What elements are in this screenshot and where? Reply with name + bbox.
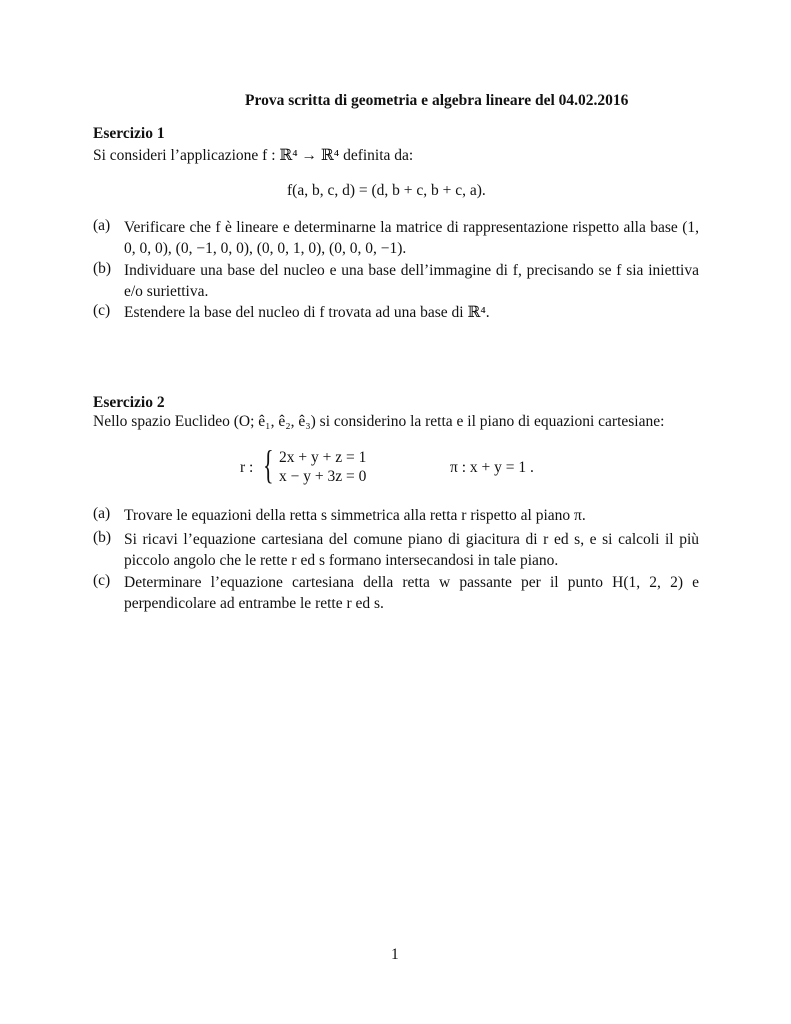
item-label: (a)	[93, 505, 111, 522]
exercise-2-item-c	[93, 572, 699, 614]
page-number: 1	[391, 946, 399, 963]
exercise-2-heading: Esercizio 2	[93, 394, 165, 411]
line-r-equation-1: 2x + y + z = 1	[279, 449, 367, 466]
exercise-1-item-c	[93, 302, 699, 323]
system-brace: {	[263, 442, 274, 487]
exercise-2-item-b	[93, 529, 699, 571]
item-text: Si ricavi l’equazione cartesiana del comune piano di giacitura di r ed s, e si calcoli il più piccolo angolo che le rette r ed s formano intersecandosi in tale piano.	[124, 531, 699, 569]
page-title: Prova scritta di geometria e algebra lineare del 04.02.2016	[245, 92, 629, 109]
item-label: (b)	[93, 529, 112, 546]
item-label: (a)	[93, 217, 111, 234]
item-text: Verificare che f è lineare e determinarne la matrice di rappresentazione rispetto alla base (1, 0, 0, 0), (0, −1, 0, 0), (0, 0, 1, 0), (0, 0, 0, −1).	[124, 219, 699, 257]
item-text: Estendere la base del nucleo di f trovata ad una base di ℝ⁴.	[124, 304, 490, 321]
exercise-1-item-b	[93, 260, 699, 302]
item-label: (b)	[93, 260, 112, 277]
exercise-2-intro: Nello spazio Euclideo (O; ê₁, ê₂, ê₃) si considerino la retta e il piano di equazioni cartesiane:	[93, 413, 665, 430]
item-label: (c)	[93, 572, 111, 589]
item-label: (c)	[93, 302, 111, 319]
line-r-equation-2: x − y + 3z = 0	[279, 468, 367, 485]
exercise-1-item-a	[93, 217, 699, 259]
exercise-1-formula: f(a, b, c, d) = (d, b + c, b + c, a).	[287, 182, 486, 199]
item-text: Determinare l’equazione cartesiana della retta w passante per il punto H(1, 2, 2) e perpendicolare ad entrambe le rette r ed s.	[124, 574, 699, 612]
plane-pi-equation: π : x + y = 1 .	[450, 459, 534, 476]
exercise-2-item-a	[93, 505, 699, 526]
line-r-label: r :	[240, 459, 254, 476]
exercise-1-intro: Si consideri l’applicazione f : ℝ⁴ → ℝ⁴ definita da:	[93, 147, 414, 164]
item-text: Individuare una base del nucleo e una base dell’immagine di f, precisando se f sia iniettiva e/o suriettiva.	[124, 262, 699, 300]
exercise-1-heading: Esercizio 1	[93, 125, 165, 142]
item-text: Trovare le equazioni della retta s simmetrica alla retta r rispetto al piano π.	[124, 507, 586, 524]
